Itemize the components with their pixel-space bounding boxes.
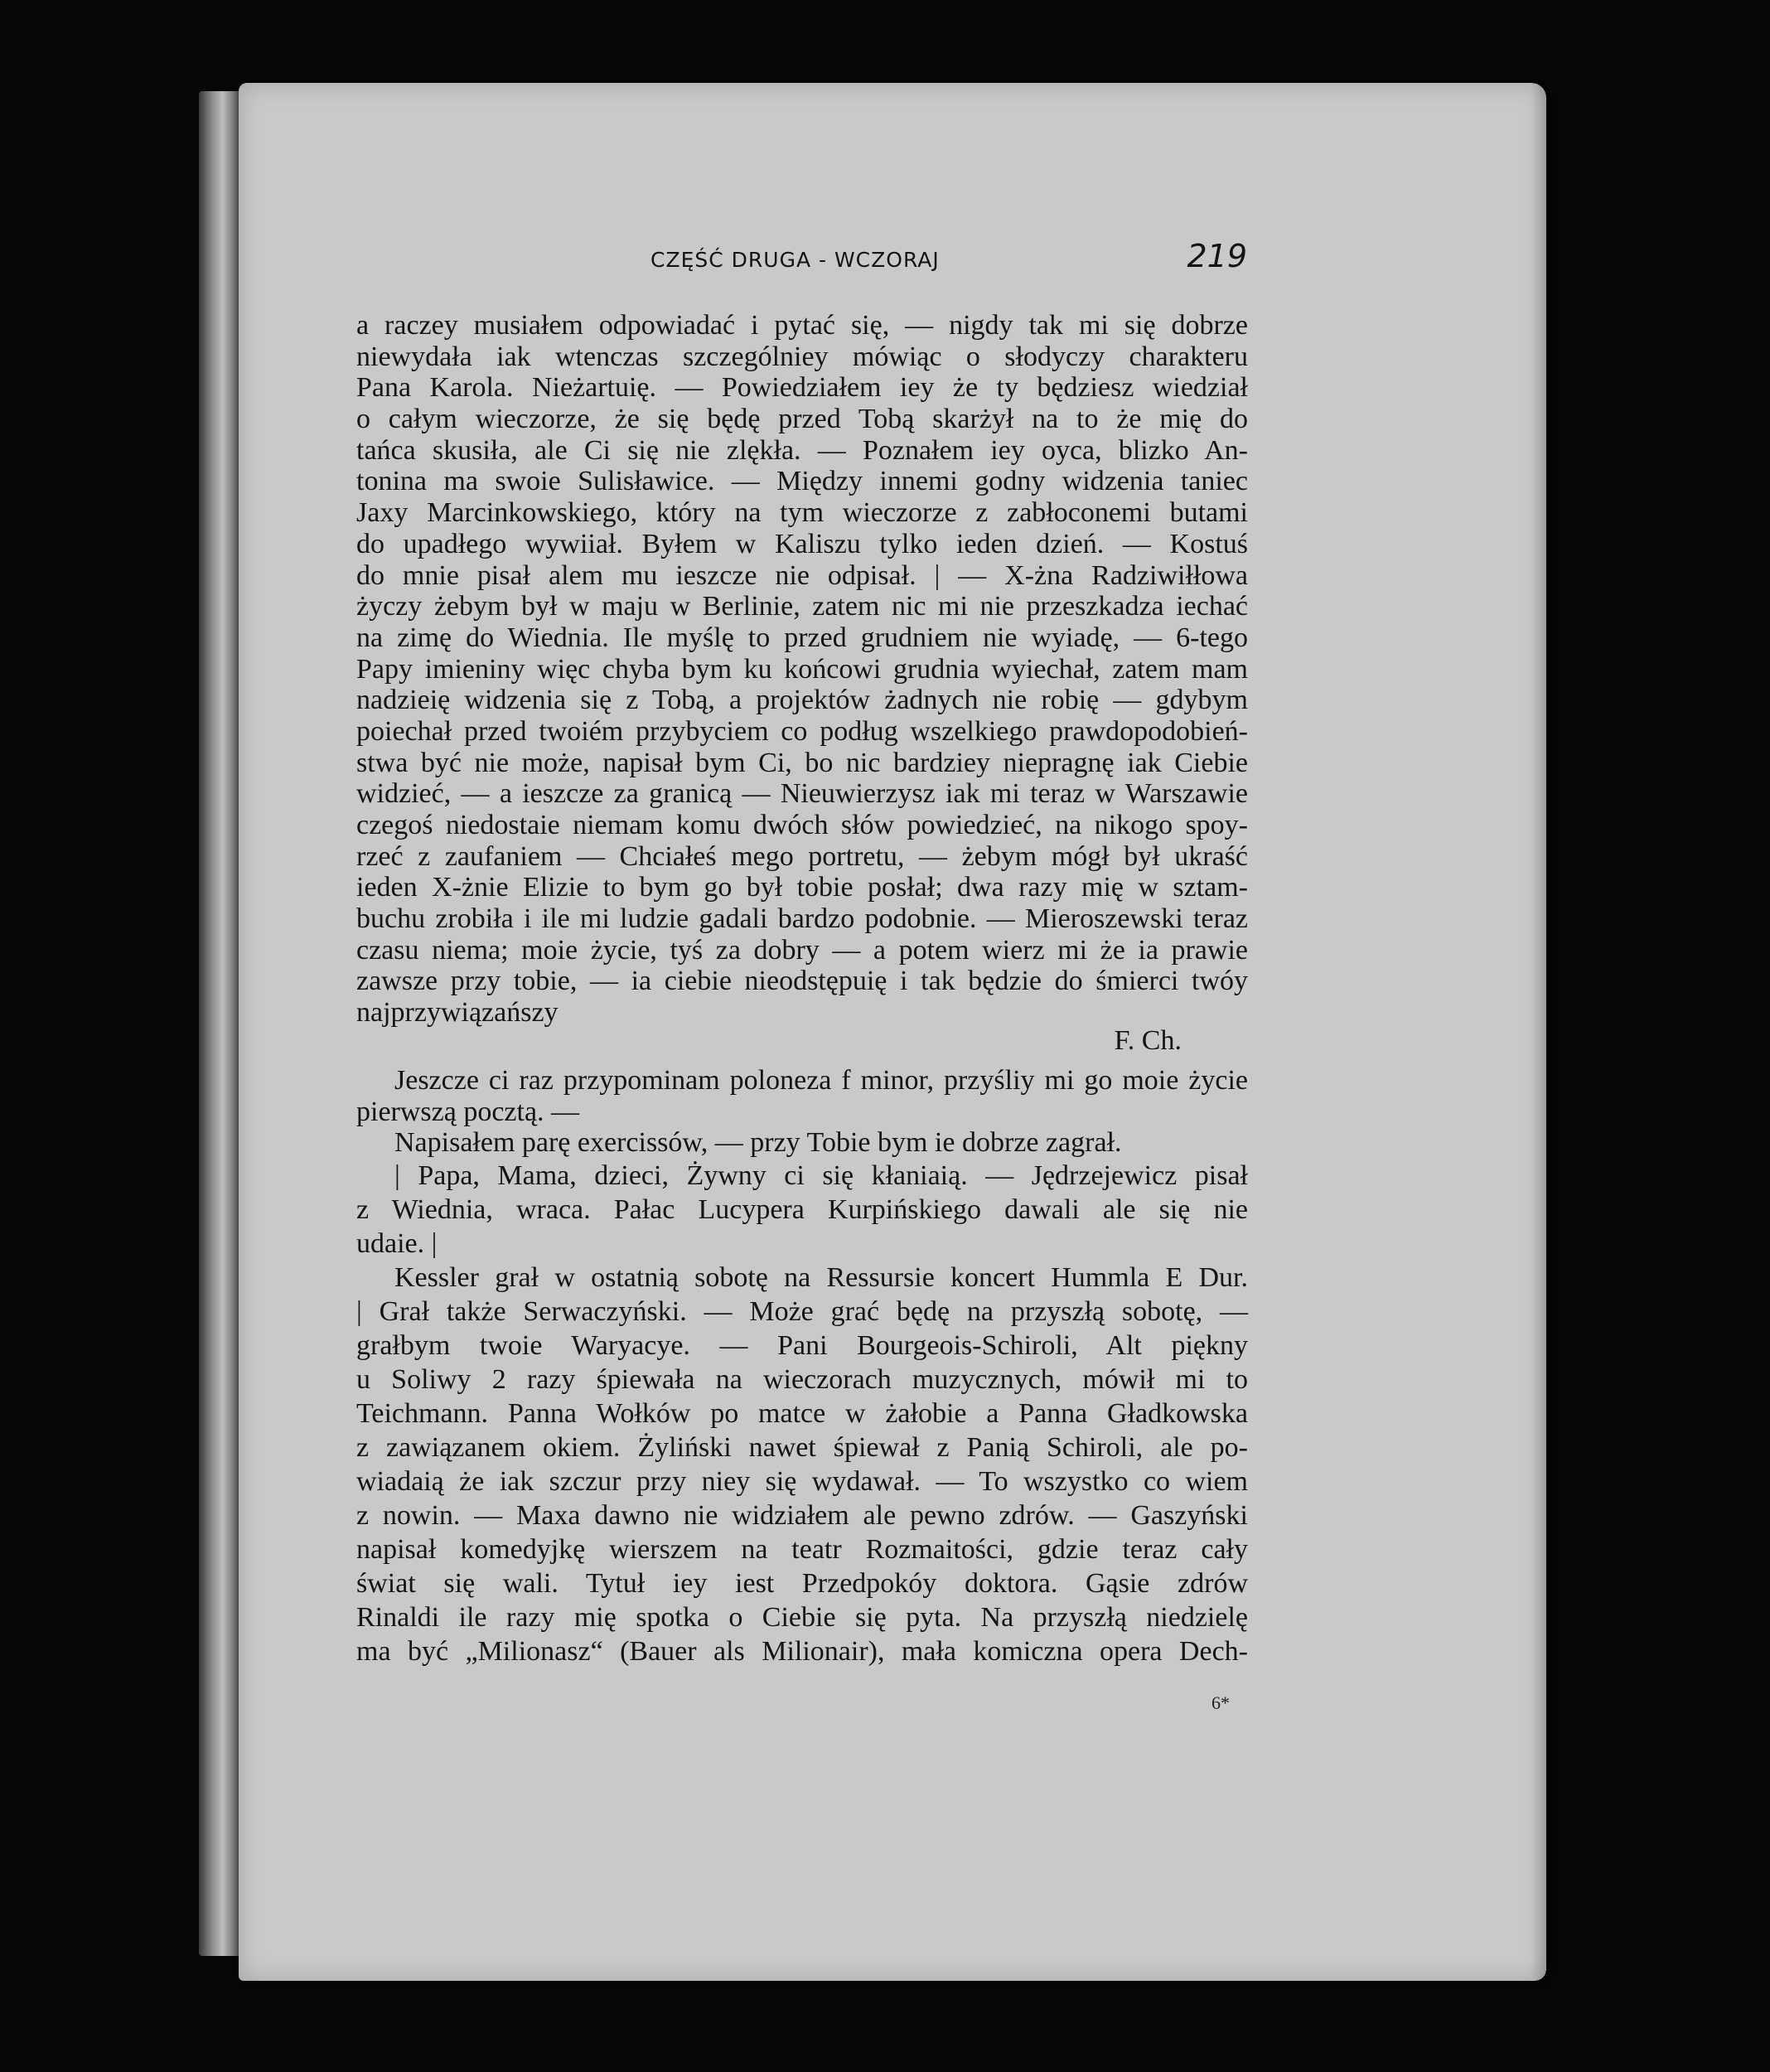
text-line: buchu zrobiła i ile mi ludzie gadali bardzo podobnie. — Mieroszewski teraz	[356, 903, 1248, 935]
text-line: napisał komedyjkę wierszem na teatr Rozmaitości, gdzie teraz cały	[356, 1533, 1248, 1565]
text-line: Jaxy Marcinkowskiego, który na tym wieczorze z zabłoconemi butami	[356, 497, 1248, 529]
text-line: o całym wieczorze, że się będę przed Tobą skarżył na to że mię do	[356, 404, 1248, 435]
text-line: tonina ma swoie Sulisławice. — Między innemi godny widzenia taniec	[356, 466, 1248, 497]
page-edge-shadow	[1531, 83, 1546, 1981]
text-line: do upadłego wywiiał. Byłem w Kaliszu tylko ieden dzień. — Kostuś	[356, 528, 1248, 559]
text-line: z Wiednia, wraca. Pałac Lucypera Kurpińskiego dawali ale się nie	[356, 1193, 1248, 1225]
text-line: | Papa, Mama, dzieci, Żywny ci się kłaniaią. — Jędrzejewicz pisał	[394, 1159, 1248, 1191]
text-line: Teichmann. Panna Wołków po matce w żałobie a Panna Gładkowska	[356, 1397, 1248, 1429]
text-line: z nowin. — Maxa dawno nie widziałem ale pewno zdrów. — Gaszyński	[356, 1499, 1248, 1531]
text-line: niewydała iak wtenczas szczególniey mówiąc o słodyczy charakteru	[356, 341, 1248, 372]
text-line: u Soliwy 2 razy śpiewała na wieczorach muzycznych, mówił mi to	[356, 1363, 1248, 1395]
text-line: życzy żebym był w maju w Berlinie, zatem nic mi nie przeszkadza iechać	[356, 591, 1248, 622]
text-line: świat się wali. Tytuł iey iest Przedpokóy doktora. Gąsie zdrów	[356, 1567, 1248, 1599]
postscript-paragraph-3	[356, 1159, 1248, 1261]
text-line: | Grał także Serwaczyński. — Może grać będę na przyszłą sobotę, —	[356, 1295, 1248, 1327]
text-line: zawsze przy tobie, — ia ciebie nieodstępuię i tak będzie do śmierci twóy	[356, 966, 1248, 997]
text-line: udaie. |	[356, 1227, 438, 1259]
postscript-paragraph-2	[356, 1127, 1248, 1159]
signature-mark: 6*	[1211, 1692, 1230, 1713]
text-line: pierwszą pocztą. —	[356, 1096, 580, 1127]
signature: F. Ch.	[1114, 1024, 1182, 1056]
text-line: poiechał przed twoiém przybyciem co podług wszelkiego prawdopodobień-	[356, 715, 1248, 747]
text-line: czegoś niedostaie niemam komu dwóch słów powiedzieć, na nikogo spoy-	[356, 810, 1248, 840]
text-line: na zimę do Wiednia. Ile myślę to przed grudniem nie wyiadę, — 6-tego	[356, 622, 1248, 653]
text-line: najprzywiązańszy	[356, 997, 559, 1029]
text-line: Jeszcze ci raz przypominam poloneza f minor, przyśliy mi go moie życie	[394, 1064, 1248, 1096]
page-number: 219	[1187, 238, 1247, 274]
text-line: Papy imieniny więc chyba bym ku końcowi grudnia wyiechał, zatem mam	[356, 653, 1248, 685]
page-stack-edge	[199, 91, 242, 1956]
text-line: ieden X-żnie Elizie to bym go był tobie posłał; dwa razy mię w sztam-	[356, 872, 1248, 903]
text-line: Rinaldi ile razy mię spotka o Ciebie się pyta. Na przyszłą niedzielę	[356, 1601, 1248, 1633]
running-head	[410, 236, 1247, 286]
letter-paragraph	[356, 310, 1248, 1029]
text-line: widzieć, — a ieszcze za granicą — Nieuwierzysz iak mi teraz w Warszawie	[356, 778, 1248, 810]
text-line: ma być „Milionasz“ (Bauer als Milionair), mała komiczna opera Dech-	[356, 1635, 1248, 1667]
text-line: a raczey musiałem odpowiadać i pytać się, — nigdy tak mi się dobrze	[356, 310, 1248, 341]
text-line: tańca skusiła, ale Ci się nie zlękła. — Poznałem iey oyca, blizko An-	[356, 434, 1248, 466]
text-line: nadzieię widzenia się z Tobą, a projektów żadnych nie robię — gdybym	[356, 685, 1248, 716]
text-line: do mnie pisał alem mu ieszcze nie odpisał. | — X-żna Radziwiłłowa	[356, 559, 1248, 591]
text-line: czasu niema; moie życie, tyś za dobry — a potem wierz mi że ia prawie	[356, 934, 1248, 966]
text-line: stwa być nie może, napisał bym Ci, bo nic bardziey niepragnę iak Ciebie	[356, 747, 1248, 778]
text-line: wiadaią że iak szczur przy niey się wydawał. — To wszystko co wiem	[356, 1465, 1248, 1497]
page-body	[356, 310, 1248, 1668]
postscript-paragraph-4	[356, 1261, 1248, 1668]
running-head-title: CZĘŚĆ DRUGA - WCZORAJ	[650, 248, 940, 272]
text-line: z zawiązanem okiem. Żyliński nawet śpiewał z Panią Schiroli, ale po-	[356, 1431, 1248, 1463]
text-line: rzeć z zaufaniem — Chciałeś mego portretu, — żebym mógł był ukraść	[356, 840, 1248, 872]
text-line: Pana Karola. Nieżartuię. — Powiedziałem iey że ty będziesz wiedział	[356, 372, 1248, 404]
text-line: Napisałem parę exercissów, — przy Tobie bym ie dobrze zagrał.	[394, 1127, 1122, 1159]
postscript-paragraph-1	[356, 1065, 1248, 1127]
text-line: Kessler grał w ostatnią sobotę na Ressursie koncert Hummla E Dur.	[394, 1261, 1248, 1293]
text-line: grałbym twoie Waryacye. — Pani Bourgeois-Schiroli, Alt piękny	[356, 1329, 1248, 1361]
